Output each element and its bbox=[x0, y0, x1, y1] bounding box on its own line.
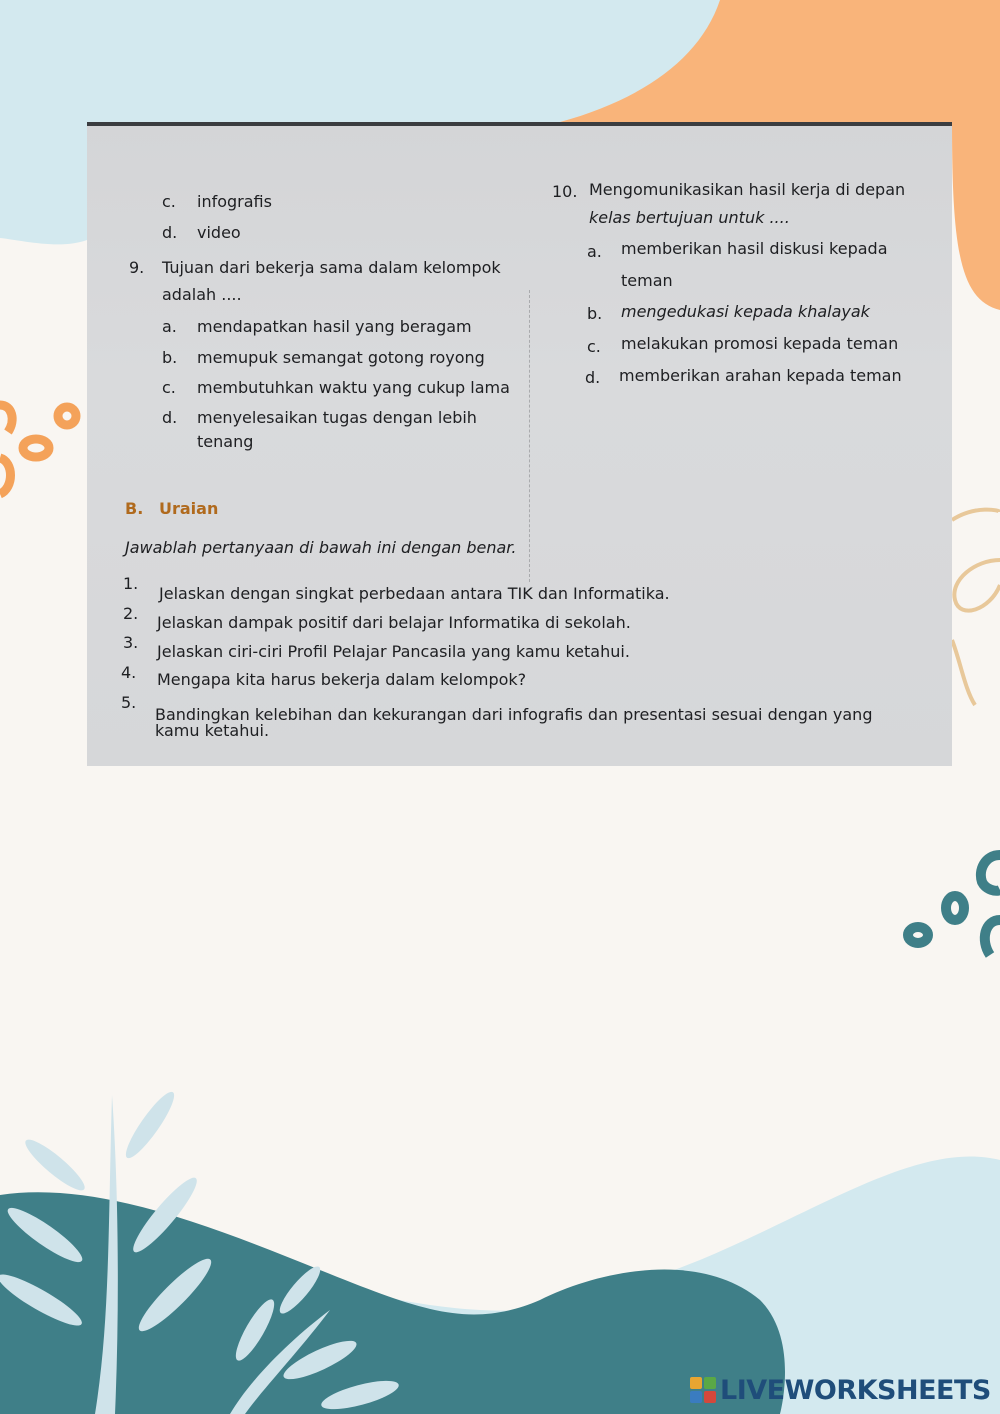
left-orange-circles bbox=[0, 405, 76, 494]
q8-option-c-letter: c. bbox=[162, 192, 176, 211]
q10-option-d-letter: d. bbox=[585, 368, 601, 387]
essay-item-1-number: 1. bbox=[123, 574, 139, 593]
right-teal-circles bbox=[908, 855, 1000, 955]
q9-number: 9. bbox=[129, 258, 145, 277]
q9-option-d-text-line2: tenang bbox=[197, 432, 254, 451]
logo-text: LIVEWORKSHEETS bbox=[720, 1374, 991, 1406]
q10-option-a-text-line1: memberikan hasil diskusi kepada bbox=[621, 239, 888, 258]
essay-item-4-text: Mengapa kita harus bekerja dalam kelompok? bbox=[157, 670, 527, 689]
q10-number: 10. bbox=[552, 182, 578, 201]
logo-square-i bbox=[704, 1377, 716, 1389]
section-b-title: Uraian bbox=[159, 499, 219, 518]
q10-option-c-letter: c. bbox=[587, 337, 601, 356]
liveworksheets-logo[interactable] bbox=[690, 1375, 991, 1405]
q9-option-b-letter: b. bbox=[162, 348, 178, 367]
essay-item-4-number: 4. bbox=[121, 663, 137, 682]
essay-item-2-number: 2. bbox=[123, 604, 139, 623]
photo-top-edge bbox=[87, 122, 952, 126]
q8-option-d-letter: d. bbox=[162, 223, 178, 242]
q10-option-b-letter: b. bbox=[587, 304, 603, 323]
q10-option-d-text: memberikan arahan kepada teman bbox=[619, 366, 902, 385]
logo-mark-icon bbox=[690, 1377, 716, 1403]
q8-option-d-text: video bbox=[197, 223, 241, 242]
q9-option-c-text: membutuhkan waktu yang cukup lama bbox=[197, 378, 510, 397]
q9-option-d-text-line1: menyelesaikan tugas dengan lebih bbox=[197, 408, 477, 427]
q10-stem-line2: kelas bertujuan untuk .... bbox=[589, 208, 790, 227]
q9-stem-line1: Tujuan dari bekerja sama dalam kelompok bbox=[162, 258, 501, 277]
q9-option-a-letter: a. bbox=[162, 317, 177, 336]
q9-option-b-text: memupuk semangat gotong royong bbox=[197, 348, 485, 367]
essay-item-3-text: Jelaskan ciri-ciri Profil Pelajar Pancasila yang kamu ketahui. bbox=[157, 642, 630, 661]
essay-item-5-text: Bandingkan kelebihan dan kekurangan dari infografis dan presentasi sesuai dengan yang bbox=[155, 705, 873, 724]
right-swirl bbox=[952, 510, 1000, 705]
q9-option-c-letter: c. bbox=[162, 378, 176, 397]
logo-square-l bbox=[690, 1377, 702, 1389]
q10-option-a-text-line2: teman bbox=[621, 271, 673, 290]
column-divider bbox=[529, 290, 530, 582]
q8-option-c-text: infografis bbox=[197, 192, 272, 211]
worksheet-photo bbox=[87, 122, 952, 766]
section-b-instruction: Jawablah pertanyaan di bawah ini dengan benar. bbox=[125, 538, 517, 557]
q10-option-a-letter: a. bbox=[587, 242, 602, 261]
logo-square-v bbox=[690, 1391, 702, 1403]
essay-item-3-number: 3. bbox=[123, 633, 139, 652]
q9-option-d-letter: d. bbox=[162, 408, 178, 427]
q10-option-c-text: melakukan promosi kepada teman bbox=[621, 334, 899, 353]
essay-item-2-text: Jelaskan dampak positif dari belajar Informatika di sekolah. bbox=[157, 613, 631, 632]
section-b-letter: B. bbox=[125, 499, 144, 518]
essay-item-5-text-line2: kamu ketahui. bbox=[155, 721, 270, 740]
essay-item-5-number: 5. bbox=[121, 693, 137, 712]
q10-option-b-text: mengedukasi kepada khalayak bbox=[621, 302, 870, 321]
q9-stem-line2: adalah .... bbox=[162, 285, 242, 304]
q10-stem-line1: Mengomunikasikan hasil kerja di depan bbox=[589, 180, 906, 199]
essay-item-1-text: Jelaskan dengan singkat perbedaan antara TIK dan Informatika. bbox=[159, 584, 670, 603]
q9-option-a-text: mendapatkan hasil yang beragam bbox=[197, 317, 472, 336]
logo-square-e bbox=[704, 1391, 716, 1403]
